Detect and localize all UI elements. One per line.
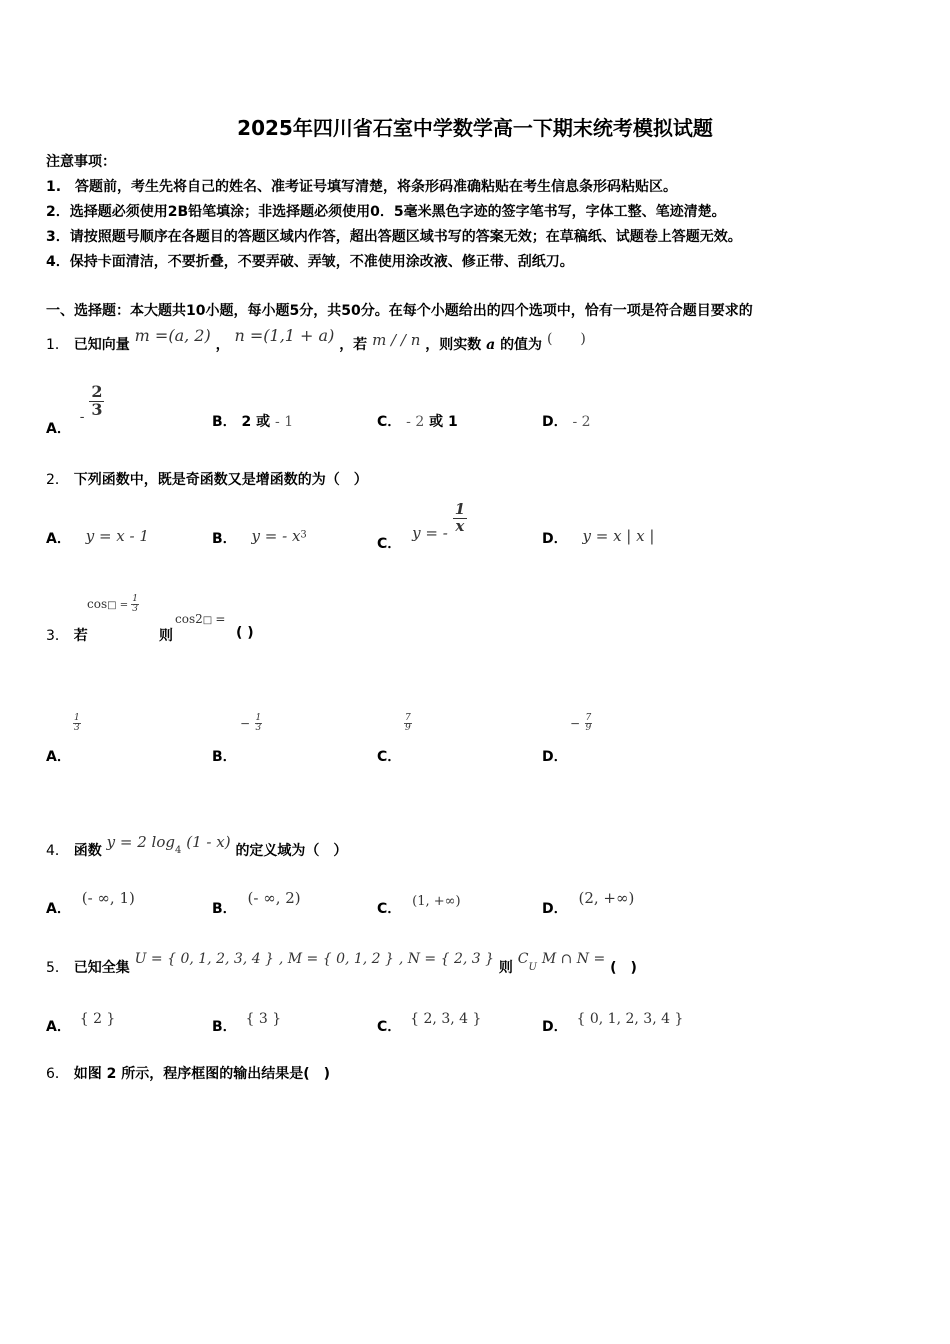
set-m: , M = { 0, 1, 2 } bbox=[278, 951, 394, 967]
question-text: 的值为 bbox=[500, 337, 543, 353]
option-label: C． bbox=[377, 749, 402, 765]
q3-ask bbox=[175, 612, 225, 626]
denominator: 3 bbox=[91, 399, 103, 419]
option-value: - 2 bbox=[572, 414, 591, 430]
answer-paren: ( ) bbox=[236, 625, 254, 641]
notice-item-4: 4．保持卡面清洁，不要折叠，不要弄破、弄皱，不准使用涂改液、修正带、刮纸刀。 bbox=[46, 254, 574, 270]
option-label: B． bbox=[212, 749, 237, 765]
theta-symbol: □ bbox=[202, 615, 216, 626]
option-sign: − bbox=[570, 716, 581, 731]
question-text: 已知全集 bbox=[73, 960, 130, 976]
numerator: 7 bbox=[585, 713, 592, 723]
option-fraction bbox=[255, 714, 263, 733]
option-value: (- ∞, 2) bbox=[247, 889, 301, 907]
cos2-label: cos2 bbox=[175, 612, 203, 626]
question-6 bbox=[46, 1063, 330, 1083]
question-2 bbox=[46, 469, 368, 489]
numerator: 1 bbox=[74, 713, 80, 723]
separator: ， bbox=[215, 337, 230, 353]
question-number: 1． bbox=[46, 337, 69, 353]
q3-option-d-value bbox=[570, 714, 592, 733]
option-label: A． bbox=[46, 531, 71, 547]
option-label: A． bbox=[46, 1019, 71, 1035]
option-sign: − bbox=[240, 716, 251, 731]
condition-fraction bbox=[131, 595, 139, 614]
option-fraction bbox=[585, 714, 593, 733]
q2-option-a[interactable] bbox=[46, 528, 149, 548]
option-value: { 0, 1, 2, 3, 4 } bbox=[576, 1011, 684, 1027]
question-text: ，则实数 bbox=[425, 337, 482, 353]
option-label: D． bbox=[542, 1019, 568, 1035]
question-number: 3． bbox=[46, 628, 69, 644]
denominator: 9 bbox=[585, 723, 592, 733]
q3-option-a-value bbox=[73, 714, 81, 733]
set-n: , N = { 2, 3 } bbox=[398, 951, 495, 967]
log-base: 4 bbox=[175, 844, 182, 856]
option-value: { 2, 3, 4 } bbox=[410, 1011, 482, 1027]
option-value: y = x | x | bbox=[582, 527, 655, 545]
q2-option-b[interactable] bbox=[212, 528, 307, 548]
exponent: 3 bbox=[300, 529, 307, 541]
set-expression: M ∩ N = bbox=[541, 951, 606, 967]
question-text: 下列函数中，既是奇函数又是增函数的为（ ） bbox=[73, 472, 368, 488]
page-title: 2025年四川省石室中学数学高一下期末统考模拟试题 bbox=[237, 116, 713, 140]
parallel-condition: m / / n bbox=[372, 331, 421, 349]
q3-condition bbox=[87, 595, 139, 614]
q4-option-b[interactable] bbox=[212, 889, 301, 918]
q1-option-c[interactable] bbox=[377, 411, 458, 431]
question-text: 函数 bbox=[73, 843, 102, 859]
q2-option-c[interactable] bbox=[377, 500, 467, 553]
denominator: 3 bbox=[255, 723, 262, 733]
option-fraction bbox=[73, 714, 81, 733]
option-label: C． bbox=[377, 1019, 402, 1035]
q3-option-d[interactable] bbox=[542, 746, 568, 766]
option-label: C． bbox=[377, 536, 402, 553]
question-text: 如图 2 所示，程序框图的输出结果是( ) bbox=[73, 1066, 331, 1082]
option-label: A． bbox=[46, 901, 71, 917]
function-argument: (1 - x) bbox=[186, 833, 231, 851]
option-value: { 3 } bbox=[245, 1011, 282, 1027]
q3-option-c-value bbox=[404, 714, 412, 733]
denominator: 3 bbox=[132, 604, 139, 614]
q3-option-b-value bbox=[240, 714, 262, 733]
q5-option-b[interactable] bbox=[212, 1011, 282, 1036]
notice-item-3: 3．请按照题号顺序在各题目的答题区域内作答，超出答题区域书写的答案无效；在草稿纸、试题卷上答题无效。 bbox=[46, 229, 742, 245]
option-label: B． bbox=[212, 901, 237, 917]
option-label: D． bbox=[542, 531, 568, 547]
complement-symbol: C bbox=[517, 951, 529, 967]
question-text: 已知向量 bbox=[73, 337, 130, 353]
option-value: (1, +∞) bbox=[412, 894, 461, 909]
question-number: 6． bbox=[46, 1066, 69, 1082]
q5-option-d[interactable] bbox=[542, 1011, 684, 1036]
option-value: y = - bbox=[412, 524, 448, 543]
q4-option-c[interactable] bbox=[377, 894, 461, 918]
q1-option-b[interactable] bbox=[212, 411, 293, 431]
equals: = bbox=[215, 612, 226, 626]
option-value: - 1 bbox=[275, 414, 294, 430]
option-label: D． bbox=[542, 749, 568, 765]
notice-heading: 注意事项： bbox=[46, 154, 116, 170]
numerator: 2 bbox=[91, 382, 103, 401]
option-sign: - bbox=[79, 409, 85, 426]
q4-option-a[interactable] bbox=[46, 889, 135, 918]
denominator: x bbox=[455, 516, 465, 535]
q2-option-d[interactable] bbox=[542, 528, 654, 548]
q3-option-c[interactable] bbox=[377, 746, 401, 766]
option-value: { 2 } bbox=[79, 1011, 116, 1027]
option-label: C． bbox=[377, 414, 402, 430]
option-value: (2, +∞) bbox=[578, 889, 635, 907]
q4-option-d[interactable] bbox=[542, 889, 635, 918]
q1-option-a[interactable] bbox=[46, 382, 104, 438]
question-number: 5． bbox=[46, 960, 69, 976]
answer-paren: ( ) bbox=[610, 960, 637, 976]
question-text: ，若 bbox=[339, 337, 368, 353]
denominator: 3 bbox=[74, 723, 80, 733]
section-1-header: 一、选择题：本大题共10小题，每小题5分，共50分。在每个小题给出的四个选项中，恰有一项是符合题目要求的 bbox=[46, 303, 753, 319]
option-value: y = x - 1 bbox=[85, 527, 149, 545]
variable-a: a bbox=[486, 337, 496, 353]
option-label: D． bbox=[542, 901, 568, 917]
option-label: B． bbox=[212, 414, 237, 430]
universal-set: U = { 0, 1, 2, 3, 4 } bbox=[134, 951, 274, 967]
denominator: 9 bbox=[405, 723, 411, 733]
option-fraction bbox=[89, 384, 104, 419]
option-label: A． bbox=[46, 749, 71, 765]
theta-symbol: □ = bbox=[107, 600, 132, 611]
option-fraction bbox=[404, 714, 412, 733]
notice-item-1: 1. 答题前，考生先将自己的姓名、准考证号填写清楚，将条形码准确粘贴在考生信息条形码粘贴区。 bbox=[46, 179, 678, 195]
option-label: D． bbox=[542, 414, 568, 430]
option-text: 或 1 bbox=[429, 414, 458, 430]
q3-option-a[interactable] bbox=[46, 746, 71, 766]
cos-label: cos bbox=[87, 597, 108, 611]
function-expression: y = 2 log bbox=[106, 833, 175, 851]
q3-option-b[interactable] bbox=[212, 746, 237, 766]
q5-option-a[interactable] bbox=[46, 1011, 116, 1036]
q3-then: 则 bbox=[159, 628, 173, 644]
option-label: B． bbox=[212, 531, 237, 547]
q1-option-d[interactable] bbox=[542, 411, 591, 431]
question-1 bbox=[46, 326, 586, 354]
option-label: B． bbox=[212, 1019, 237, 1035]
question-5 bbox=[46, 951, 637, 979]
option-fraction bbox=[453, 502, 467, 535]
vector-n: n =(1,1 + a) bbox=[234, 326, 335, 345]
numerator: 1 bbox=[132, 594, 139, 604]
option-label: A． bbox=[46, 421, 71, 438]
question-number: 2． bbox=[46, 472, 69, 488]
question-4 bbox=[46, 833, 348, 862]
option-value: - 2 bbox=[406, 414, 425, 430]
numerator: 1 bbox=[255, 713, 262, 723]
option-value: y = - x bbox=[251, 527, 301, 545]
option-label: C． bbox=[377, 901, 402, 917]
complement-subscript: U bbox=[528, 961, 537, 973]
numerator: 7 bbox=[405, 713, 411, 723]
notice-item-2: 2．选择题必须使用2B铅笔填涂；非选择题必须使用0．5毫米黑色字迹的签字笔书写，字体工整、笔迹清楚。 bbox=[46, 204, 726, 220]
question-text: 则 bbox=[498, 960, 513, 976]
answer-paren: ( ) bbox=[546, 331, 586, 347]
question-text: 的定义域为（ ） bbox=[235, 843, 348, 859]
question-number: 4． bbox=[46, 843, 69, 859]
question-text: 若 bbox=[73, 628, 88, 644]
q5-option-c[interactable] bbox=[377, 1011, 482, 1036]
numerator: 1 bbox=[454, 500, 466, 518]
option-text: 2 或 bbox=[241, 414, 271, 430]
vector-m: m =(a, 2) bbox=[134, 326, 211, 345]
option-value: (- ∞, 1) bbox=[81, 889, 135, 907]
question-3 bbox=[46, 625, 88, 645]
